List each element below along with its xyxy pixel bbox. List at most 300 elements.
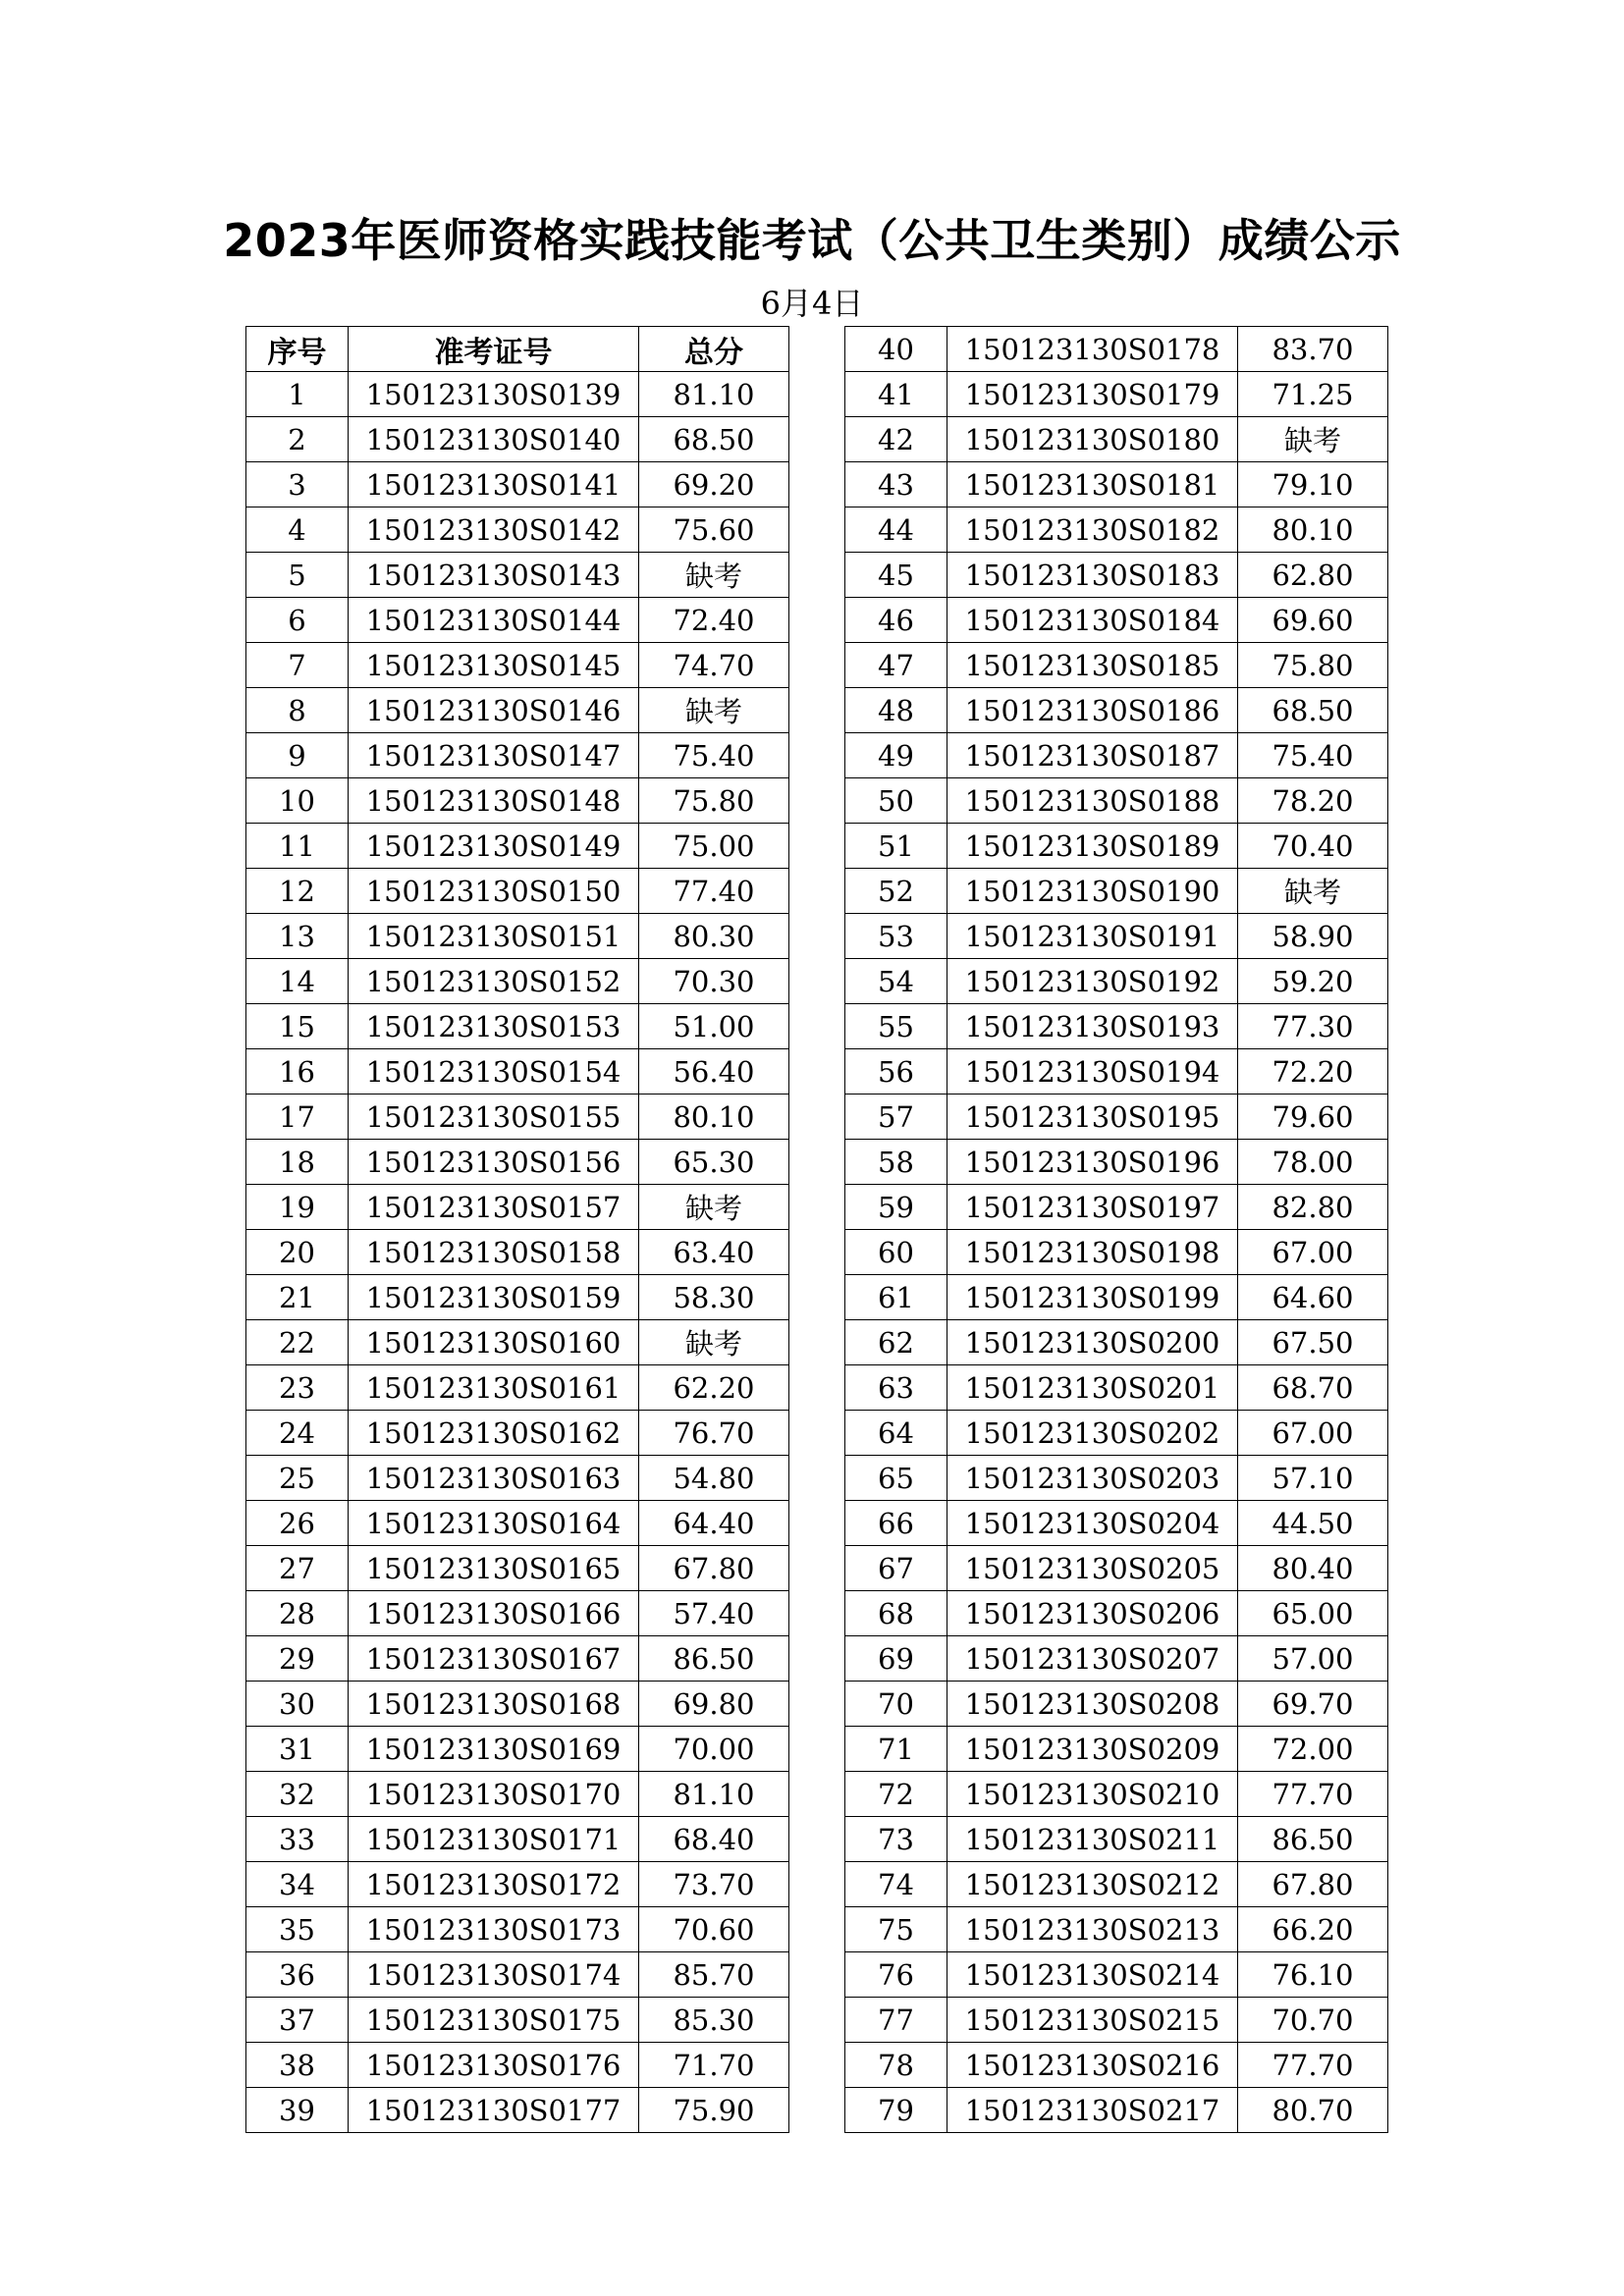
cell-total-score: 78.20 — [1238, 778, 1388, 824]
cell-seq: 58 — [845, 1140, 947, 1185]
cell-ticket-number: 150123130S0188 — [947, 778, 1238, 824]
cell-total-score: 44.50 — [1238, 1501, 1388, 1546]
cell-seq: 67 — [845, 1546, 947, 1591]
cell-seq: 40 — [845, 327, 947, 372]
cell-ticket-number: 150123130S0153 — [349, 1004, 639, 1049]
table-row — [246, 643, 789, 688]
cell-total-score: 77.40 — [639, 869, 789, 914]
cell-ticket-number: 150123130S0196 — [947, 1140, 1238, 1185]
table-row — [246, 733, 789, 778]
cell-total-score: 68.40 — [639, 1817, 789, 1862]
cell-ticket-number: 150123130S0200 — [947, 1320, 1238, 1365]
header-ticket-number: 准考证号 — [349, 327, 639, 372]
cell-ticket-number: 150123130S0179 — [947, 372, 1238, 417]
cell-seq: 3 — [246, 462, 349, 507]
cell-total-score: 81.10 — [639, 372, 789, 417]
cell-ticket-number: 150123130S0152 — [349, 959, 639, 1004]
table-row — [845, 1095, 1388, 1140]
cell-seq: 14 — [246, 959, 349, 1004]
cell-total-score: 缺考 — [639, 1185, 789, 1230]
cell-ticket-number: 150123130S0144 — [349, 598, 639, 643]
table-row — [246, 1275, 789, 1320]
table-row — [845, 1230, 1388, 1275]
table-row — [246, 1546, 789, 1591]
cell-seq: 20 — [246, 1230, 349, 1275]
cell-total-score: 78.00 — [1238, 1140, 1388, 1185]
table-row — [845, 1817, 1388, 1862]
table-row — [246, 1727, 789, 1772]
cell-ticket-number: 150123130S0203 — [947, 1456, 1238, 1501]
cell-total-score: 81.10 — [639, 1772, 789, 1817]
table-row — [845, 778, 1388, 824]
cell-ticket-number: 150123130S0191 — [947, 914, 1238, 959]
cell-seq: 19 — [246, 1185, 349, 1230]
table-row — [845, 1456, 1388, 1501]
cell-seq: 8 — [246, 688, 349, 733]
table-row — [246, 1049, 789, 1095]
cell-ticket-number: 150123130S0211 — [947, 1817, 1238, 1862]
cell-ticket-number: 150123130S0183 — [947, 553, 1238, 598]
table-row — [845, 462, 1388, 507]
cell-total-score: 缺考 — [639, 688, 789, 733]
cell-ticket-number: 150123130S0178 — [947, 327, 1238, 372]
table-row — [845, 2088, 1388, 2133]
cell-total-score: 70.00 — [639, 1727, 789, 1772]
cell-seq: 48 — [845, 688, 947, 733]
cell-ticket-number: 150123130S0169 — [349, 1727, 639, 1772]
cell-ticket-number: 150123130S0208 — [947, 1682, 1238, 1727]
table-row — [845, 1004, 1388, 1049]
cell-total-score: 67.00 — [1238, 1230, 1388, 1275]
cell-total-score: 57.10 — [1238, 1456, 1388, 1501]
table-row — [246, 1004, 789, 1049]
table-row — [246, 1411, 789, 1456]
cell-total-score: 75.40 — [1238, 733, 1388, 778]
cell-total-score: 73.70 — [639, 1862, 789, 1907]
cell-ticket-number: 150123130S0195 — [947, 1095, 1238, 1140]
table-row — [845, 2043, 1388, 2088]
cell-ticket-number: 150123130S0171 — [349, 1817, 639, 1862]
table-row — [845, 372, 1388, 417]
cell-ticket-number: 150123130S0143 — [349, 553, 639, 598]
cell-seq: 63 — [845, 1365, 947, 1411]
cell-seq: 65 — [845, 1456, 947, 1501]
cell-ticket-number: 150123130S0172 — [349, 1862, 639, 1907]
cell-total-score: 80.10 — [639, 1095, 789, 1140]
cell-ticket-number: 150123130S0210 — [947, 1772, 1238, 1817]
table-row — [845, 1275, 1388, 1320]
cell-seq: 9 — [246, 733, 349, 778]
cell-total-score: 62.80 — [1238, 553, 1388, 598]
cell-seq: 75 — [845, 1907, 947, 1952]
table-row — [845, 1636, 1388, 1682]
cell-ticket-number: 150123130S0167 — [349, 1636, 639, 1682]
cell-ticket-number: 150123130S0148 — [349, 778, 639, 824]
cell-seq: 30 — [246, 1682, 349, 1727]
cell-ticket-number: 150123130S0157 — [349, 1185, 639, 1230]
cell-total-score: 57.40 — [639, 1591, 789, 1636]
cell-total-score: 77.70 — [1238, 1772, 1388, 1817]
table-row — [845, 688, 1388, 733]
cell-seq: 27 — [246, 1546, 349, 1591]
cell-ticket-number: 150123130S0151 — [349, 914, 639, 959]
cell-ticket-number: 150123130S0140 — [349, 417, 639, 462]
cell-ticket-number: 150123130S0156 — [349, 1140, 639, 1185]
cell-seq: 17 — [246, 1095, 349, 1140]
cell-seq: 23 — [246, 1365, 349, 1411]
cell-total-score: 70.30 — [639, 959, 789, 1004]
table-row — [246, 553, 789, 598]
table-row — [246, 462, 789, 507]
cell-seq: 41 — [845, 372, 947, 417]
cell-total-score: 85.30 — [639, 1998, 789, 2043]
cell-seq: 45 — [845, 553, 947, 598]
cell-ticket-number: 150123130S0190 — [947, 869, 1238, 914]
cell-ticket-number: 150123130S0174 — [349, 1952, 639, 1998]
cell-ticket-number: 150123130S0160 — [349, 1320, 639, 1365]
cell-total-score: 80.40 — [1238, 1546, 1388, 1591]
table-row — [246, 1501, 789, 1546]
cell-total-score: 80.10 — [1238, 507, 1388, 553]
cell-ticket-number: 150123130S0159 — [349, 1275, 639, 1320]
cell-seq: 54 — [845, 959, 947, 1004]
cell-total-score: 83.70 — [1238, 327, 1388, 372]
cell-total-score: 66.20 — [1238, 1907, 1388, 1952]
cell-total-score: 77.30 — [1238, 1004, 1388, 1049]
cell-total-score: 75.90 — [639, 2088, 789, 2133]
cell-seq: 39 — [246, 2088, 349, 2133]
cell-ticket-number: 150123130S0147 — [349, 733, 639, 778]
table-row — [246, 824, 789, 869]
table-row — [246, 1772, 789, 1817]
score-table-right — [844, 326, 1388, 2133]
cell-seq: 37 — [246, 1998, 349, 2043]
cell-seq: 28 — [246, 1591, 349, 1636]
table-row — [246, 1320, 789, 1365]
table-row — [845, 1546, 1388, 1591]
cell-ticket-number: 150123130S0215 — [947, 1998, 1238, 2043]
cell-total-score: 72.00 — [1238, 1727, 1388, 1772]
table-row — [845, 1140, 1388, 1185]
cell-ticket-number: 150123130S0194 — [947, 1049, 1238, 1095]
cell-seq: 49 — [845, 733, 947, 778]
cell-seq: 76 — [845, 1952, 947, 1998]
cell-ticket-number: 150123130S0177 — [349, 2088, 639, 2133]
table-row — [845, 1682, 1388, 1727]
table-row — [845, 1952, 1388, 1998]
cell-ticket-number: 150123130S0180 — [947, 417, 1238, 462]
cell-seq: 61 — [845, 1275, 947, 1320]
cell-total-score: 86.50 — [639, 1636, 789, 1682]
cell-total-score: 59.20 — [1238, 959, 1388, 1004]
table-row — [845, 327, 1388, 372]
cell-seq: 43 — [845, 462, 947, 507]
cell-total-score: 缺考 — [1238, 869, 1388, 914]
table-row — [246, 417, 789, 462]
table-row — [845, 1998, 1388, 2043]
cell-ticket-number: 150123130S0182 — [947, 507, 1238, 553]
table-row — [845, 1185, 1388, 1230]
cell-seq: 21 — [246, 1275, 349, 1320]
cell-total-score: 68.70 — [1238, 1365, 1388, 1411]
cell-ticket-number: 150123130S0166 — [349, 1591, 639, 1636]
cell-ticket-number: 150123130S0187 — [947, 733, 1238, 778]
cell-ticket-number: 150123130S0162 — [349, 1411, 639, 1456]
cell-total-score: 85.70 — [639, 1952, 789, 1998]
cell-seq: 2 — [246, 417, 349, 462]
cell-ticket-number: 150123130S0207 — [947, 1636, 1238, 1682]
cell-total-score: 76.70 — [639, 1411, 789, 1456]
cell-ticket-number: 150123130S0150 — [349, 869, 639, 914]
table-row — [246, 1140, 789, 1185]
cell-total-score: 80.30 — [639, 914, 789, 959]
table-row — [845, 914, 1388, 959]
cell-seq: 53 — [845, 914, 947, 959]
cell-seq: 72 — [845, 1772, 947, 1817]
cell-seq: 55 — [845, 1004, 947, 1049]
cell-seq: 44 — [845, 507, 947, 553]
header-seq: 序号 — [246, 327, 349, 372]
table-row — [845, 1365, 1388, 1411]
header-total-score: 总分 — [639, 327, 789, 372]
table-row — [246, 1591, 789, 1636]
cell-total-score: 65.30 — [639, 1140, 789, 1185]
cell-seq: 50 — [845, 778, 947, 824]
cell-ticket-number: 150123130S0217 — [947, 2088, 1238, 2133]
cell-total-score: 70.40 — [1238, 824, 1388, 869]
cell-seq: 51 — [845, 824, 947, 869]
cell-total-score: 79.60 — [1238, 1095, 1388, 1140]
cell-ticket-number: 150123130S0173 — [349, 1907, 639, 1952]
table-row — [246, 2043, 789, 2088]
cell-seq: 78 — [845, 2043, 947, 2088]
cell-seq: 34 — [246, 1862, 349, 1907]
table-row — [246, 507, 789, 553]
cell-seq: 7 — [246, 643, 349, 688]
cell-ticket-number: 150123130S0175 — [349, 1998, 639, 2043]
cell-total-score: 67.00 — [1238, 1411, 1388, 1456]
cell-total-score: 69.70 — [1238, 1682, 1388, 1727]
cell-seq: 56 — [845, 1049, 947, 1095]
cell-total-score: 68.50 — [639, 417, 789, 462]
cell-seq: 79 — [845, 2088, 947, 2133]
cell-total-score: 64.40 — [639, 1501, 789, 1546]
cell-ticket-number: 150123130S0168 — [349, 1682, 639, 1727]
table-row — [246, 1998, 789, 2043]
cell-ticket-number: 150123130S0189 — [947, 824, 1238, 869]
cell-ticket-number: 150123130S0204 — [947, 1501, 1238, 1546]
table-row — [845, 507, 1388, 553]
cell-total-score: 80.70 — [1238, 2088, 1388, 2133]
cell-seq: 59 — [845, 1185, 947, 1230]
cell-ticket-number: 150123130S0158 — [349, 1230, 639, 1275]
cell-ticket-number: 150123130S0161 — [349, 1365, 639, 1411]
cell-total-score: 64.60 — [1238, 1275, 1388, 1320]
cell-seq: 26 — [246, 1501, 349, 1546]
cell-seq: 66 — [845, 1501, 947, 1546]
table-row — [845, 1591, 1388, 1636]
table-row — [246, 1456, 789, 1501]
cell-ticket-number: 150123130S0192 — [947, 959, 1238, 1004]
cell-ticket-number: 150123130S0198 — [947, 1230, 1238, 1275]
cell-ticket-number: 150123130S0184 — [947, 598, 1238, 643]
cell-total-score: 67.50 — [1238, 1320, 1388, 1365]
cell-ticket-number: 150123130S0186 — [947, 688, 1238, 733]
cell-seq: 13 — [246, 914, 349, 959]
cell-seq: 10 — [246, 778, 349, 824]
cell-seq: 15 — [246, 1004, 349, 1049]
cell-seq: 68 — [845, 1591, 947, 1636]
cell-total-score: 76.10 — [1238, 1952, 1388, 1998]
cell-seq: 24 — [246, 1411, 349, 1456]
cell-total-score: 54.80 — [639, 1456, 789, 1501]
cell-seq: 46 — [845, 598, 947, 643]
cell-seq: 12 — [246, 869, 349, 914]
table-row — [845, 733, 1388, 778]
table-row — [246, 1230, 789, 1275]
cell-ticket-number: 150123130S0199 — [947, 1275, 1238, 1320]
cell-ticket-number: 150123130S0212 — [947, 1862, 1238, 1907]
table-row — [246, 959, 789, 1004]
cell-ticket-number: 150123130S0165 — [349, 1546, 639, 1591]
table-header-row — [246, 327, 789, 372]
cell-seq: 73 — [845, 1817, 947, 1862]
cell-total-score: 57.00 — [1238, 1636, 1388, 1682]
cell-ticket-number: 150123130S0141 — [349, 462, 639, 507]
cell-total-score: 67.80 — [1238, 1862, 1388, 1907]
cell-total-score: 75.00 — [639, 824, 789, 869]
cell-seq: 29 — [246, 1636, 349, 1682]
cell-seq: 52 — [845, 869, 947, 914]
cell-ticket-number: 150123130S0197 — [947, 1185, 1238, 1230]
cell-seq: 42 — [845, 417, 947, 462]
cell-seq: 1 — [246, 372, 349, 417]
cell-total-score: 71.70 — [639, 2043, 789, 2088]
cell-ticket-number: 150123130S0145 — [349, 643, 639, 688]
cell-seq: 6 — [246, 598, 349, 643]
cell-total-score: 62.20 — [639, 1365, 789, 1411]
cell-total-score: 58.30 — [639, 1275, 789, 1320]
cell-seq: 36 — [246, 1952, 349, 1998]
table-row — [246, 1907, 789, 1952]
cell-total-score: 75.80 — [639, 778, 789, 824]
table-row — [845, 1411, 1388, 1456]
cell-total-score: 82.80 — [1238, 1185, 1388, 1230]
table-row — [845, 1501, 1388, 1546]
cell-ticket-number: 150123130S0216 — [947, 2043, 1238, 2088]
cell-ticket-number: 150123130S0164 — [349, 1501, 639, 1546]
cell-total-score: 67.80 — [639, 1546, 789, 1591]
cell-total-score: 69.80 — [639, 1682, 789, 1727]
cell-seq: 33 — [246, 1817, 349, 1862]
cell-ticket-number: 150123130S0206 — [947, 1591, 1238, 1636]
cell-total-score: 63.40 — [639, 1230, 789, 1275]
cell-total-score: 69.60 — [1238, 598, 1388, 643]
cell-total-score: 缺考 — [639, 1320, 789, 1365]
cell-ticket-number: 150123130S0163 — [349, 1456, 639, 1501]
cell-seq: 18 — [246, 1140, 349, 1185]
table-row — [246, 372, 789, 417]
table-row — [845, 1727, 1388, 1772]
cell-ticket-number: 150123130S0181 — [947, 462, 1238, 507]
score-table-left — [245, 326, 789, 2133]
table-row — [845, 959, 1388, 1004]
cell-total-score: 72.20 — [1238, 1049, 1388, 1095]
cell-seq: 38 — [246, 2043, 349, 2088]
exam-date: 6月4日 — [760, 285, 864, 322]
cell-seq: 47 — [845, 643, 947, 688]
table-row — [845, 1862, 1388, 1907]
table-row — [845, 1320, 1388, 1365]
cell-total-score: 56.40 — [639, 1049, 789, 1095]
cell-ticket-number: 150123130S0214 — [947, 1952, 1238, 1998]
cell-ticket-number: 150123130S0185 — [947, 643, 1238, 688]
cell-seq: 11 — [246, 824, 349, 869]
cell-seq: 70 — [845, 1682, 947, 1727]
cell-seq: 5 — [246, 553, 349, 598]
table-row — [845, 824, 1388, 869]
table-row — [246, 688, 789, 733]
cell-seq: 64 — [845, 1411, 947, 1456]
cell-ticket-number: 150123130S0149 — [349, 824, 639, 869]
cell-seq: 60 — [845, 1230, 947, 1275]
page-title: 2023年医师资格实践技能考试（公共卫生类别）成绩公示 — [223, 214, 1401, 267]
cell-seq: 71 — [845, 1727, 947, 1772]
table-row — [845, 417, 1388, 462]
cell-seq: 74 — [845, 1862, 947, 1907]
cell-total-score: 74.70 — [639, 643, 789, 688]
cell-total-score: 75.40 — [639, 733, 789, 778]
cell-seq: 57 — [845, 1095, 947, 1140]
table-row — [845, 643, 1388, 688]
table-row — [246, 1952, 789, 1998]
cell-seq: 32 — [246, 1772, 349, 1817]
cell-ticket-number: 150123130S0176 — [349, 2043, 639, 2088]
cell-total-score: 79.10 — [1238, 462, 1388, 507]
cell-seq: 22 — [246, 1320, 349, 1365]
table-row — [246, 778, 789, 824]
cell-seq: 69 — [845, 1636, 947, 1682]
cell-total-score: 75.80 — [1238, 643, 1388, 688]
cell-total-score: 71.25 — [1238, 372, 1388, 417]
cell-ticket-number: 150123130S0209 — [947, 1727, 1238, 1772]
table-row — [845, 1907, 1388, 1952]
cell-total-score: 70.70 — [1238, 1998, 1388, 2043]
table-row — [246, 598, 789, 643]
cell-ticket-number: 150123130S0155 — [349, 1095, 639, 1140]
cell-seq: 25 — [246, 1456, 349, 1501]
table-row — [845, 1049, 1388, 1095]
cell-total-score: 51.00 — [639, 1004, 789, 1049]
table-row — [246, 1095, 789, 1140]
cell-ticket-number: 150123130S0202 — [947, 1411, 1238, 1456]
cell-ticket-number: 150123130S0142 — [349, 507, 639, 553]
table-row — [246, 1682, 789, 1727]
cell-total-score: 77.70 — [1238, 2043, 1388, 2088]
cell-total-score: 75.60 — [639, 507, 789, 553]
cell-total-score: 72.40 — [639, 598, 789, 643]
table-row — [845, 598, 1388, 643]
cell-seq: 31 — [246, 1727, 349, 1772]
cell-seq: 77 — [845, 1998, 947, 2043]
cell-ticket-number: 150123130S0170 — [349, 1772, 639, 1817]
cell-ticket-number: 150123130S0201 — [947, 1365, 1238, 1411]
cell-total-score: 70.60 — [639, 1907, 789, 1952]
cell-ticket-number: 150123130S0193 — [947, 1004, 1238, 1049]
cell-seq: 16 — [246, 1049, 349, 1095]
cell-total-score: 69.20 — [639, 462, 789, 507]
cell-ticket-number: 150123130S0205 — [947, 1546, 1238, 1591]
